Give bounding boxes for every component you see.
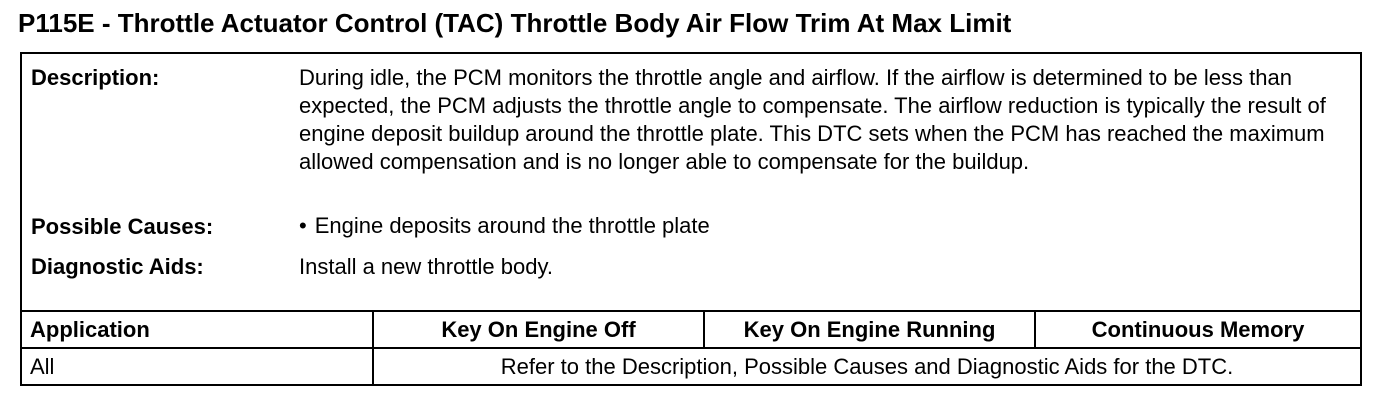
table-row	[22, 349, 1360, 384]
page-title: P115E - Throttle Actuator Control (TAC) Throttle Body Air Flow Trim At Max Limit	[18, 8, 1012, 38]
refer-note: Refer to the Description, Possible Causes and Diagnostic Aids for the DTC.	[500, 353, 1234, 379]
possible-causes-label: Possible Causes:	[31, 214, 214, 239]
header-continuous-memory: Continuous Memory	[1091, 316, 1305, 342]
bullet-icon: •	[299, 213, 307, 238]
possible-causes-list	[299, 212, 1359, 240]
application-table	[22, 310, 1360, 384]
possible-cause-item: Engine deposits around the throttle plate	[314, 213, 710, 238]
description-text: During idle, the PCM monitors the throttle angle and airflow. If the airflow is determined to be less than expected, the PCM adjusts the throttle angle to compensate. The airflow reduction is typically the result of engine deposit buildup around the throttle plate. This DTC sets when the PCM has reached the maximum allowed compensation and is no longer able to compensate for the buildup.	[299, 65, 1326, 174]
dtc-info-box	[20, 52, 1362, 386]
diagnostic-aids-text: Install a new throttle body.	[299, 254, 553, 279]
dtc-details	[22, 54, 1360, 310]
table-header-row	[22, 312, 1360, 349]
diagnostic-aids-label: Diagnostic Aids:	[31, 254, 204, 279]
header-key-on-engine-off: Key On Engine Off	[374, 312, 705, 347]
header-key-on-engine-running: Key On Engine Running	[705, 312, 1036, 347]
application-value: All	[22, 349, 374, 384]
description-label: Description:	[31, 65, 160, 90]
header-application: Application	[22, 312, 374, 347]
